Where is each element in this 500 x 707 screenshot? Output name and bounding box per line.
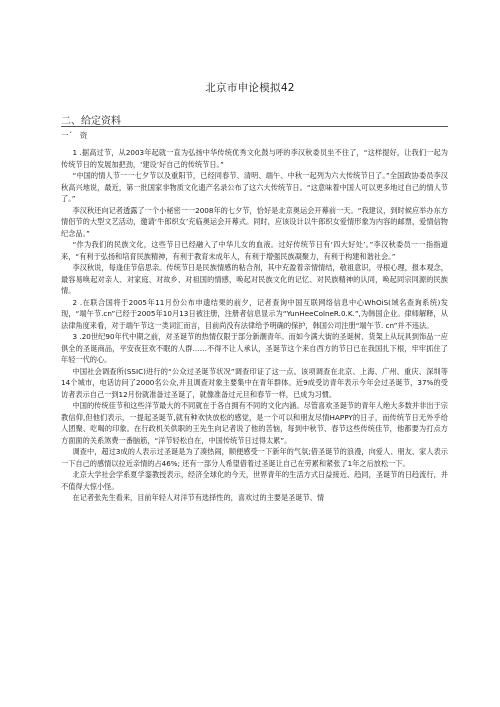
paragraph: 中国的传统佳节和这些洋节最大的不同就在于各自拥有不同的文化内涵。尽管喜欢圣诞节的青年人绝大多数并非出于宗教信仰,但他们表示，一提起圣诞节,就有种欢快放松的感觉，是一个可以和朋友尽情HAPPY的日子，而传统节日无外乎给人团聚、吃喝的印象。在行政机关供职的王先生向记者说了他的苦恼，每到中秋节、春节这些传统佳节，他都要为打点方方面面的关系煞费一番脑筋，“洋节轻松自在，中国传统节日过得太累”。 [61,401,448,445]
paragraph: 调查中，超过3成的人表示过圣诞是为了凑热闹，顺便感受一下新年的气氛;借圣诞节的浪漫，向爱人、朋友、家人表示一下自己的感情以拉近亲情的占46%; 还有一部分人希望借着过圣诞让自己在劳累和紧张了1年之后放松一下。 [61,447,448,468]
paragraph: 在记者张先生看来，目前年轻人对洋节有选择性的，喜欢过的主要是圣诞节、情 [72,493,325,502]
section-heading: 二、给定资料 [61,116,121,127]
body-text [61,147,448,504]
paragraph: 中国社会调查所(SSIC)进行的“公众过圣诞节状况”调查印证了这一点。该项调查在北京、上海、广州、重庆、深圳等14个城市，电话访问了2000名公众,并且调查对象主要集中在青年群体。近9成受访青年表示今年会过圣诞节，37%的受访者表示自己一到12月份就准备过圣诞了，就像准备过元旦和春节一样，已成为习惯。 [61,366,448,399]
paragraph: 2 .在联合国将于2005年11月份公布申遗结果的前夕，记者查询中国互联网络信息中心WhOiS(域名查询系统)发现，“端午节.cn”已经于2005年10月13日被注册，注册者信息显示为“YunHeeColneR.0.K.”,为韩国企业。律师解释，从法律角度来看，对于端午节这一类词汇而言，目前尚没有法律给予明确的保护，韩国公司注册“端午节. cn”并不违法。 [61,297,448,330]
section-divider [61,126,448,127]
paragraph: 北京大学社会学系夏学銮教授表示，经济全球化的今天，世界青年的生活方式日益接近、趋同，圣诞节的日趋流行，并不值得大惊小怪。 [61,470,448,491]
paragraph: 李汉秋说，每逢佳节倍思亲。传统节日是民族情感的粘合剂，其中充盈着亲情情结，敬祖意识，寻根心理，报本观念，最容易唤起对亲人、对家庭、对故乡、对祖国的情感，唤起对民族文化的记忆、对民族精神的认同，唤起同宗同源的民族情。 [61,263,448,295]
paragraph: “中国的情人节一一七夕节以及重阳节，已经同春节、清明、端午、中秋一起列为六大传统节日了。”全国政协委员李汉秋高兴地说，最近，第一批国家非物质文化遗产名录公布了这六大传统节日。“这意味着中国人可以更多地过自己的情人节了。” [61,171,448,203]
paragraph: 李汉秋还向记者透露了一个小秘密一一2008年的七夕节，恰好是北京奥运会开幕前一天。“我建议，到时候应举办东方情侣节的大型文艺活动，邀请‘牛郎织女’充临奥运会开幕式。同时，应该设计以牛郎织女爱情形象为内容的邮票，爱情信物纪念品。” [61,205,448,238]
paragraph: 1 .据高过节，从2003年起就一直为弘扬中华传统优秀文化鼓与呼的李汉秋委员坐不住了，“这样提好，让我们一起为传统节日的发展加把劲，‘建设’好自己的传统节日。” [61,148,448,169]
subsection-heading: 一ˊ 资 [61,131,88,140]
paragraph: “作为我们的民族文化，这些节日已经融入了中华儿女的血液。过好传统节日有‘四大好处’。”李汉秋委员一一指指道来，“有利于弘扬和培育民族精神，有利于教育未成年人，有利于增强民族凝聚力，有利于构建和谐社会。” [61,240,448,261]
page-title: 北京市申论模拟42 [205,82,295,94]
paragraph: 3 .20世纪90年代中期之前，对圣诞节的热情仅限于部分新潮青年。而如今满大街的圣诞树、货架上从玩具到饰品一应俱全的圣诞商品，平安夜狂欢不眠的人群……不得不让人承认，圣诞节这个来自西方的节日已在我国扎下根，牢牢抓住了年轻一代的心。 [61,332,448,364]
